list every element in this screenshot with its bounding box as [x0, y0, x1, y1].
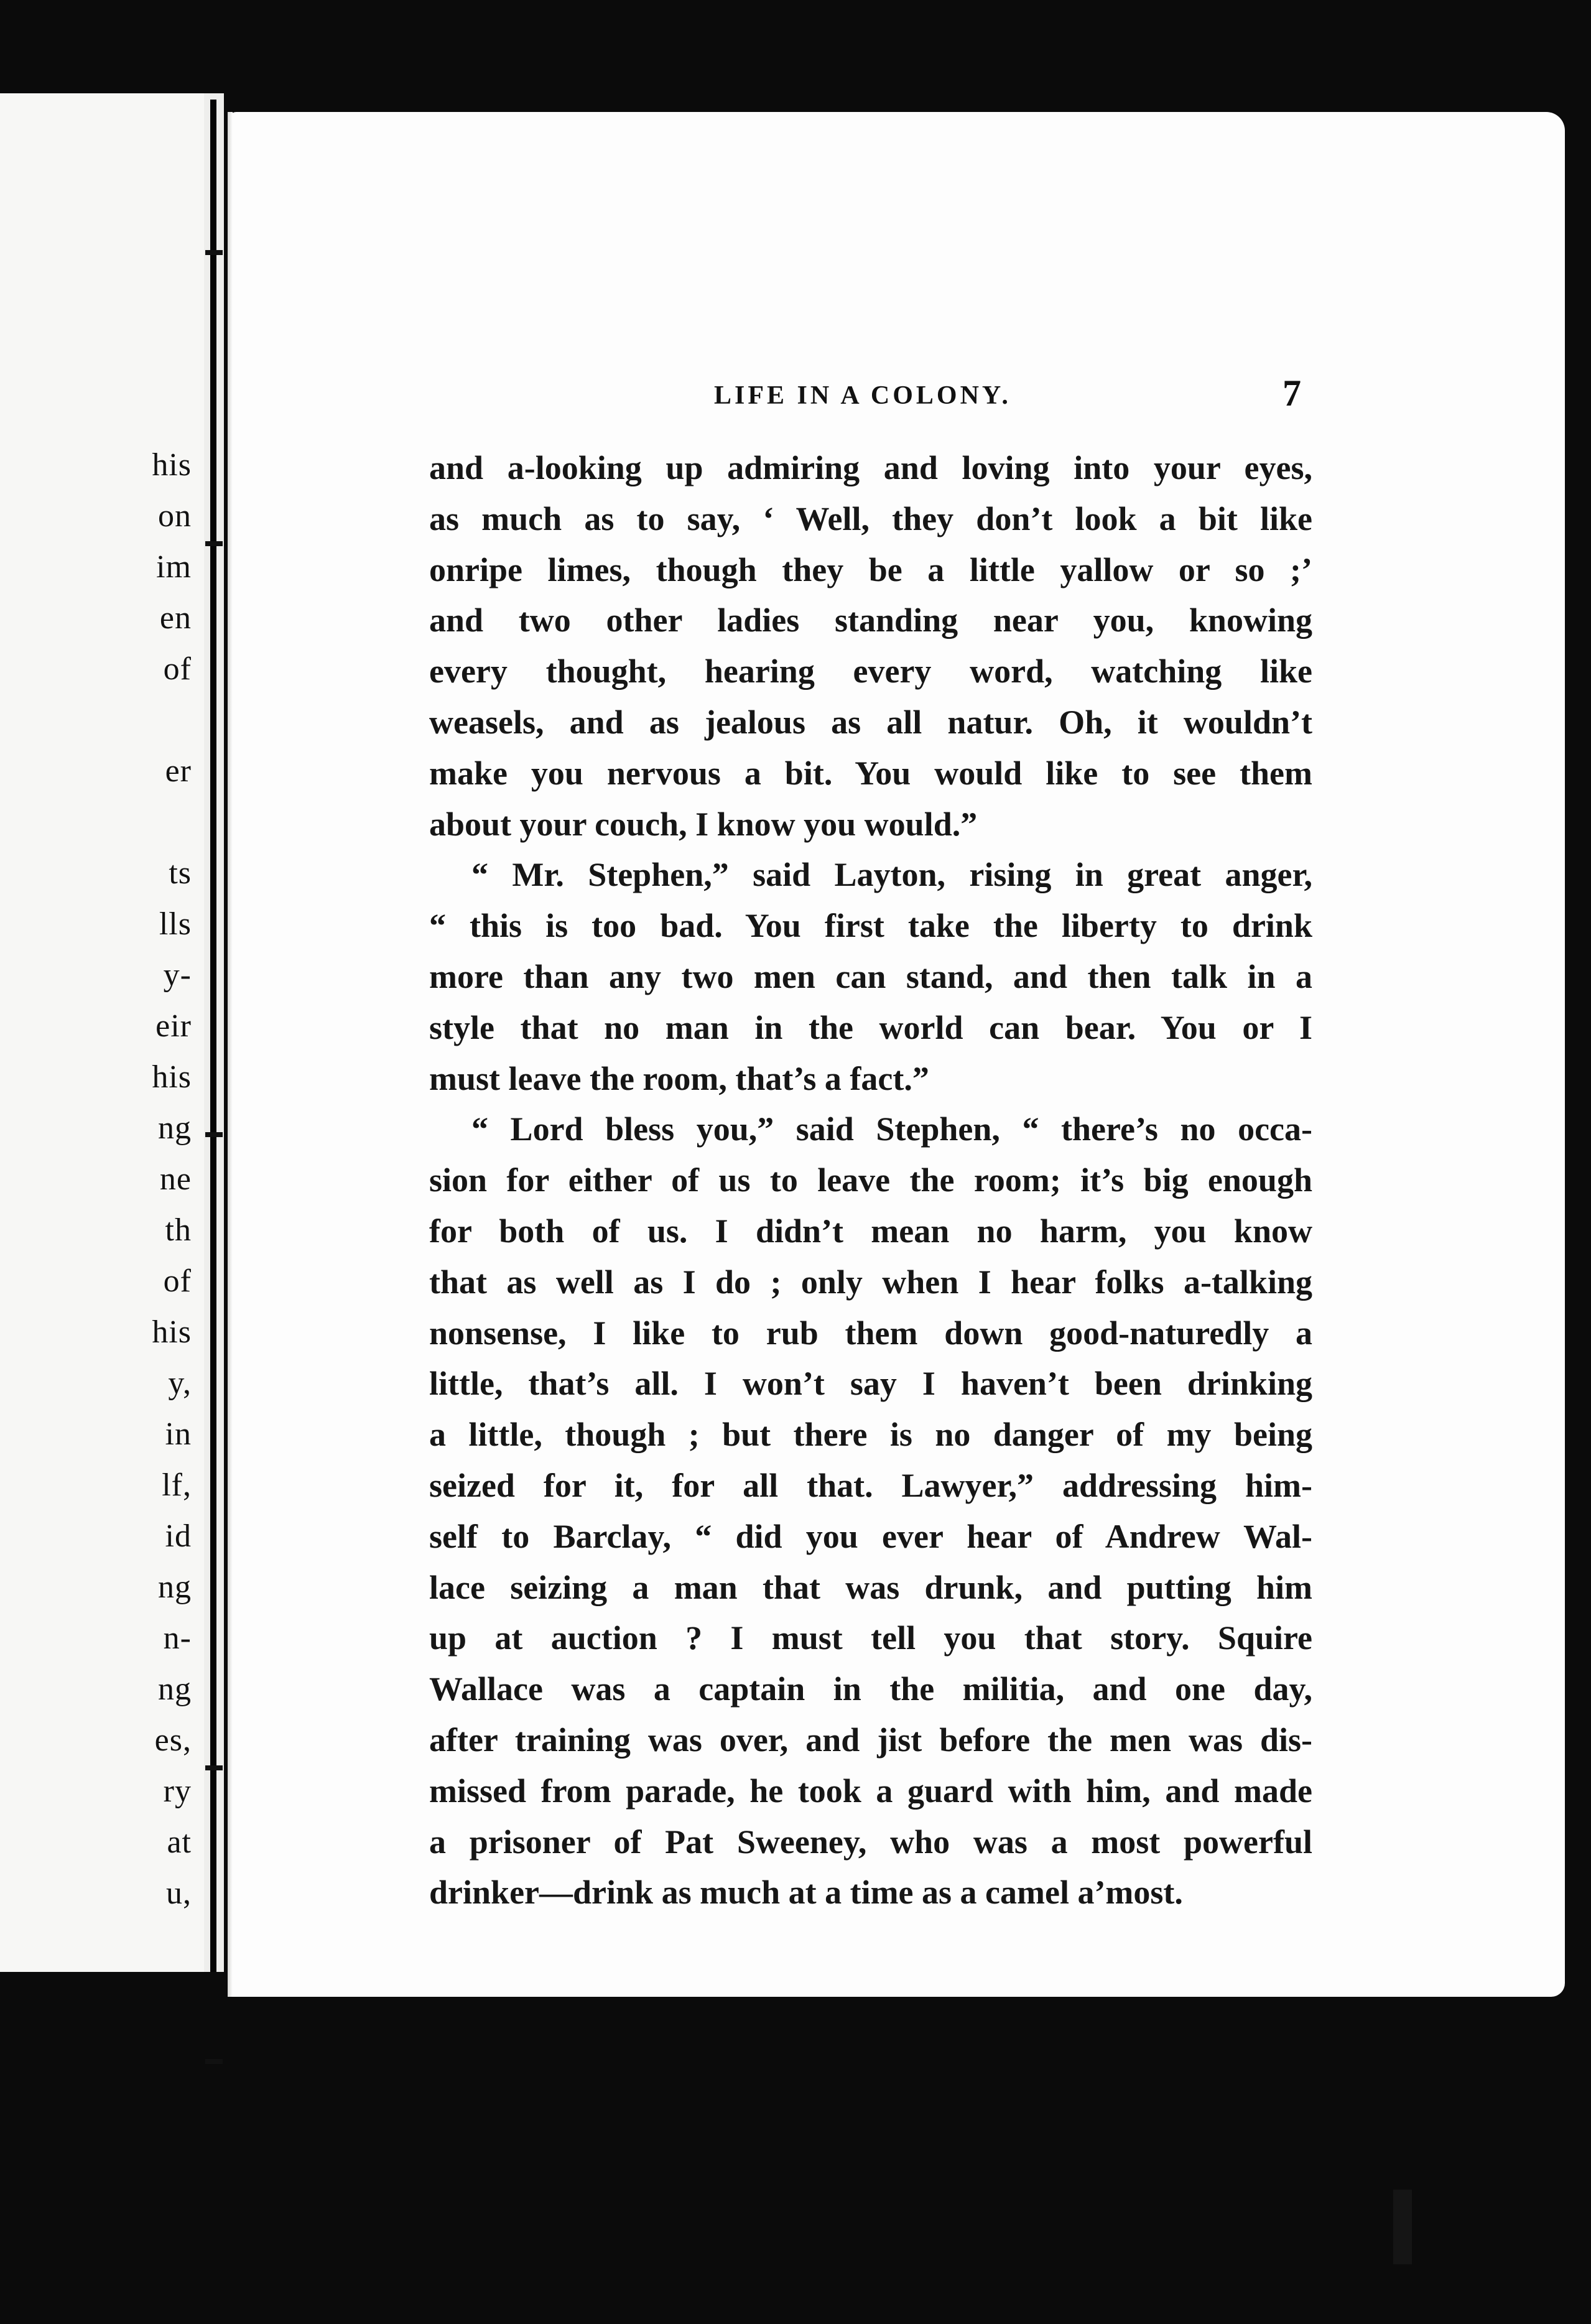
text-line: must leave the room, that’s a fact.” — [429, 1059, 929, 1097]
text-line: self to Barclay, “ did you ever hear of Andrew Wal- — [429, 1517, 1312, 1555]
running-head: LIFE IN A COLONY. — [714, 381, 1011, 410]
text-line: about your couch, I know you would.” — [429, 805, 978, 843]
page-fragment: n- — [163, 1620, 192, 1656]
text-line: sion for either of us to leave the room; it’s big enough — [429, 1161, 1312, 1199]
page-fragment: er — [165, 753, 192, 789]
page-fragment: lf, — [162, 1467, 192, 1503]
text-line: “ Lord bless you,” said Stephen, “ there’s no occa- — [471, 1110, 1312, 1148]
page-fragment: id — [165, 1518, 192, 1554]
page-fragment: on — [158, 498, 192, 534]
page-fragment: his — [152, 1314, 192, 1350]
text-line: onripe limes, though they be a little yallow or so ;’ — [429, 551, 1312, 588]
page-fold-shadow — [228, 112, 233, 1997]
binding-stitch — [205, 1132, 223, 1137]
text-line: nonsense, I like to rub them down good-naturedly a — [429, 1314, 1312, 1352]
book-binding — [210, 100, 216, 1972]
text-line: up at auction ? I must tell you that story. Squire — [429, 1619, 1312, 1657]
page-fragment: eir — [155, 1008, 192, 1044]
text-line: and a-looking up admiring and loving into your eyes, — [429, 449, 1312, 486]
text-line: lace seizing a man that was drunk, and putting him — [429, 1568, 1312, 1606]
text-line: drinker—drink as much at a time as a camel a’most. — [429, 1874, 1183, 1912]
text-line: weasels, and as jealous as all natur. Oh, it wouldn’t — [429, 703, 1312, 741]
scan-artifact — [1393, 2190, 1412, 2264]
page-fragment: y, — [168, 1365, 192, 1401]
text-line: “ this is too bad. You first take the liberty to drink — [429, 907, 1312, 945]
page-fragment: ts — [169, 855, 192, 891]
body-text — [429, 443, 1312, 1918]
page-fragment: u, — [166, 1875, 192, 1911]
text-line: style that no man in the world can bear. You or I — [429, 1008, 1312, 1046]
binding-stitch — [205, 2059, 223, 2064]
binding-stitch — [205, 541, 223, 546]
page-fragment: ng — [158, 1569, 192, 1605]
text-line: every thought, hearing every word, watching like — [429, 653, 1312, 690]
page-fragment: im — [156, 549, 192, 585]
text-line: as much as to say, ‘ Well, they don’t look a bit like — [429, 500, 1312, 537]
page-fragment: ry — [163, 1773, 192, 1809]
previous-page-fragment — [0, 93, 204, 1972]
binding-stitch — [205, 1765, 223, 1770]
text-line: more than any two men can stand, and then talk in a — [429, 957, 1312, 995]
page-fragment: y- — [163, 957, 192, 993]
page-fragment: of — [163, 1263, 192, 1299]
text-line: Wallace was a captain in the militia, and one day, — [429, 1670, 1312, 1708]
page-fragment: of — [163, 651, 192, 687]
page-fragment: his — [152, 447, 192, 483]
text-line: and two other ladies standing near you, knowing — [429, 602, 1312, 639]
text-line: that as well as I do ; only when I hear folks a-talking — [429, 1263, 1312, 1301]
page-fragment: his — [152, 1059, 192, 1095]
text-line: “ Mr. Stephen,” said Layton, rising in great anger, — [471, 856, 1312, 894]
text-line: a little, though ; but there is no danger of my being — [429, 1416, 1312, 1454]
page-fragment: in — [165, 1416, 192, 1452]
text-line: seized for it, for all that. Lawyer,” addressing him- — [429, 1466, 1312, 1504]
page-fragment: en — [159, 600, 192, 636]
text-line: for both of us. I didn’t mean no harm, you know — [429, 1212, 1312, 1250]
page-fragment: lls — [159, 906, 192, 942]
binding-stitch — [205, 250, 223, 255]
text-line: a prisoner of Pat Sweeney, who was a most powerful — [429, 1823, 1312, 1861]
text-line: after training was over, and jist before the men was dis- — [429, 1721, 1312, 1759]
page-number: 7 — [1283, 373, 1301, 414]
text-line: little, that’s all. I won’t say I haven’t been drinking — [429, 1365, 1312, 1403]
page-fragment: ne — [159, 1161, 192, 1197]
page-fragment: ng — [158, 1110, 192, 1146]
page-fragment: ng — [158, 1671, 192, 1707]
page-fragment: at — [167, 1824, 192, 1860]
page-fragment: th — [165, 1212, 192, 1248]
text-line: missed from parade, he took a guard with him, and made — [429, 1772, 1312, 1810]
text-line: make you nervous a bit. You would like to see them — [429, 754, 1312, 792]
page-fragment: es, — [154, 1722, 192, 1758]
